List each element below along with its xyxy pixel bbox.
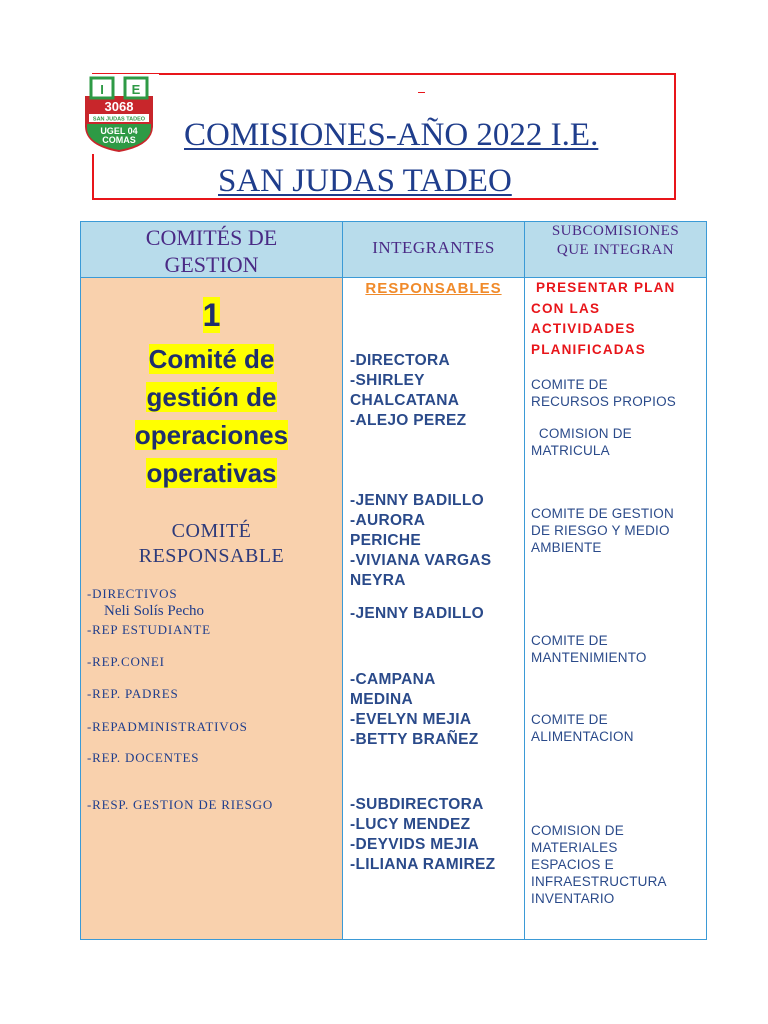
subcomision-item-2: COMISION DE MATRICULA xyxy=(531,426,632,458)
subcomision-item-5: COMITE DE ALIMENTACION xyxy=(531,712,634,744)
member-rep-padres: -REP. PADRES xyxy=(87,686,179,701)
logo-district: COMAS xyxy=(102,135,136,145)
member-rep-docentes: -REP. DOCENTES xyxy=(87,750,200,765)
subcomision-item-6: COMISION DE MATERIALES ESPACIOS E INFRAESTRUCTURA INVENTARIO xyxy=(531,823,667,906)
member-resp-gestion-riesgo: -RESP. GESTION DE RIESGO xyxy=(87,797,274,812)
page-title-line-1: COMISIONES-AÑO 2022 I.E. xyxy=(184,117,599,153)
column-divider xyxy=(524,221,525,940)
header-line: QUE INTEGRAN xyxy=(556,242,675,258)
subcomision-item-1: COMITE DE RECURSOS PROPIOS xyxy=(531,377,676,409)
logo-ugel: UGEL 04 xyxy=(100,126,138,136)
logo-school-small: SAN JUDAS TADEO xyxy=(92,116,146,123)
decorative-mark xyxy=(418,92,425,93)
member-rep-administrativos: -REPADMINISTRATIVOS xyxy=(87,719,248,734)
member-rep-estudiante: -REP ESTUDIANTE xyxy=(87,622,211,637)
page-title-line-2: SAN JUDAS TADEO xyxy=(218,163,512,199)
logo-number: 3068 xyxy=(104,99,134,114)
header-line: SUBCOMISIONES xyxy=(551,223,680,239)
header-comites xyxy=(81,224,342,278)
committee-name: Comité de gestión de operaciones operativas xyxy=(134,344,289,488)
integrantes-group-2: -JENNY BADILLO -AURORA PERICHE -VIVIANA VARGAS NEYRA xyxy=(350,492,492,589)
subcomision-item-4: COMITE DE MANTENIMIENTO xyxy=(531,633,647,665)
integrantes-group-3: -JENNY BADILLO xyxy=(350,605,484,622)
column-divider xyxy=(342,221,343,940)
member-rep-conei: -REP.CONEI xyxy=(87,654,165,669)
integrantes-group-4: -CAMPANA MEDINA -EVELYN MEJIA -BETTY BRAÑEZ xyxy=(350,671,479,748)
subcomision-item-3: COMITE DE GESTION DE RIESGO Y MEDIO AMBIENTE xyxy=(531,506,674,555)
header-subcomisiones xyxy=(525,222,706,260)
integrantes-group-5: -SUBDIRECTORA -LUCY MENDEZ -DEYVIDS MEJIA -LILIANA RAMIREZ xyxy=(350,796,496,873)
responsible-committee-title: COMITÉ RESPONSABLE xyxy=(138,520,285,567)
integrantes-group-1: -DIRECTORA -SHIRLEY CHALCATANA -ALEJO PEREZ xyxy=(350,352,467,429)
header-integrantes: INTEGRANTES xyxy=(372,238,495,257)
header-line: COMITÉS DE xyxy=(145,225,278,250)
header-line: GESTION xyxy=(164,252,259,277)
school-crest-logo xyxy=(79,74,159,154)
member-directivos: -DIRECTIVOS xyxy=(87,586,178,601)
logo-letter-right: E xyxy=(131,82,141,97)
subcomision-plan-note: PRESENTAR PLAN CON LAS ACTIVIDADES PLANIFICADAS xyxy=(531,280,676,357)
member-directivos-name: Neli Solís Pecho xyxy=(104,603,204,619)
logo-letter-left: I xyxy=(100,82,104,97)
responsables-label: RESPONSABLES xyxy=(365,280,502,297)
committee-number: 1 xyxy=(202,297,221,333)
